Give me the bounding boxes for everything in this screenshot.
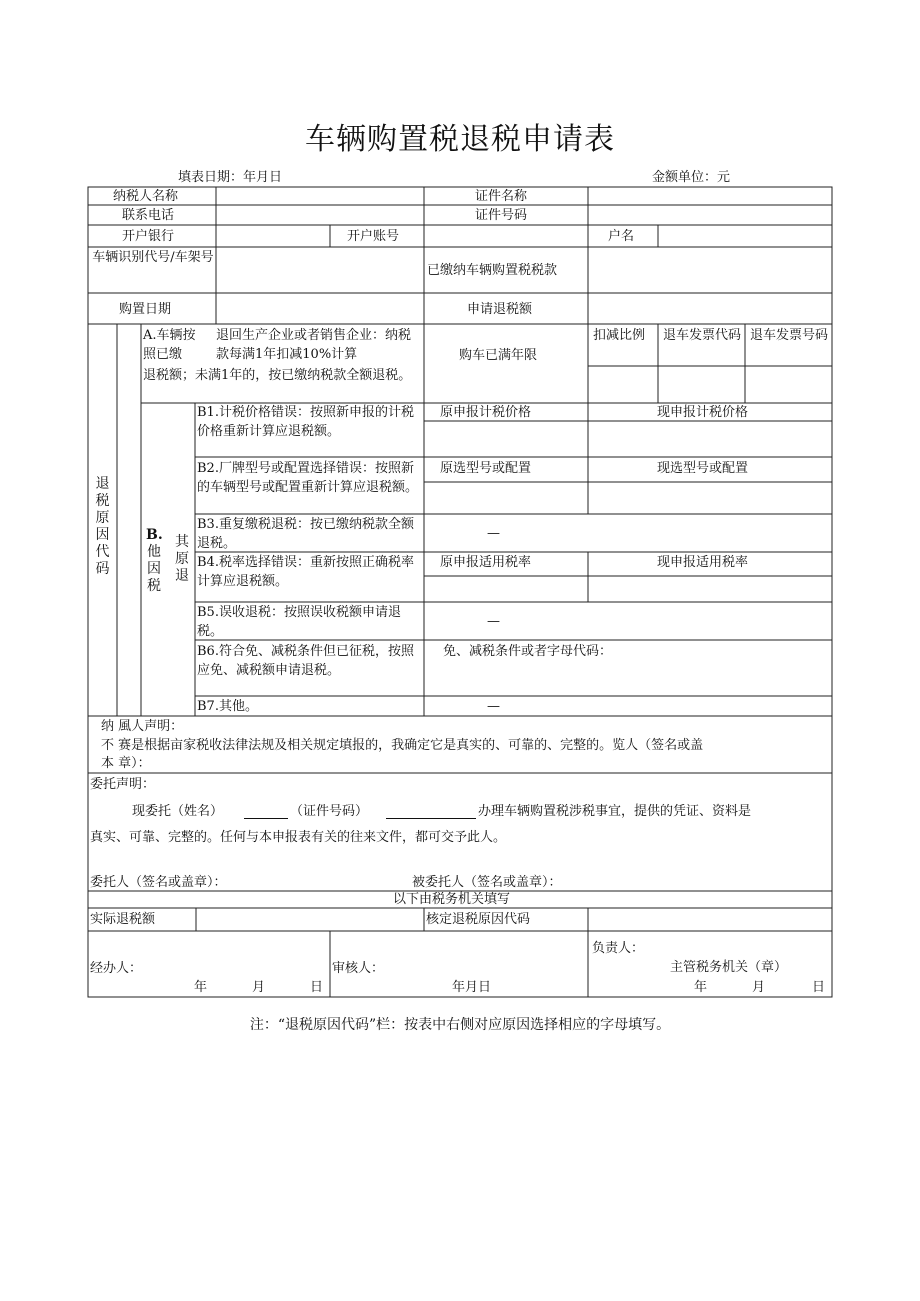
principal-signature: 委托人（签名或盖章）： [90,875,227,890]
reason-b-label: B. [146,527,163,543]
label-approved-code: 核定退税原因代码 [426,912,531,927]
fill-date: 填表日期：年月日 [178,170,283,185]
entrust-statement: 真实、可靠、完整的。任何与本申报表有关的往来文件，都可交予此人。 [90,830,507,845]
agent-signature: 被委托人（签名或盖章）： [412,875,562,890]
b3-dash: — [487,526,500,541]
declaration-line1: 纳 風人声明： [101,719,184,734]
entrust-id-blank[interactable] [386,805,476,819]
b2-left: 原选型号或配置 [440,461,532,476]
label-account: 开户账号 [347,229,400,244]
reason-b4: B4.税率选择错误：重新按照正确税率计算应退税额。 [197,555,414,589]
reason-b6: B6.符合免、减税条件但已征税，按照应免、减税额申请退税。 [197,644,414,678]
reason-b-col2: 其原退 [175,534,189,584]
reason-b7: B7.其他。 [197,699,258,714]
entrust-label: 委托声明： [90,777,156,792]
label-taxpayer-name: 纳税人名称 [113,189,179,204]
label-refund-amount: 申请退税额 [467,302,533,317]
label-handler: 经办人： [90,961,143,976]
label-id-number: 证件号码 [475,208,528,223]
tax-authority-seal: 主管税务机关（章） [670,960,788,975]
chief-day: 日 [812,980,826,995]
reason-a-text: 退税额；未满1年的，按已缴纳税款全额退税。 [143,368,412,383]
label-vin: 车辆识别代号/车架号 [92,250,214,265]
reason-b1: B1.计税价格错误：按照新申报的计税价格重新计算应退税额。 [197,405,414,439]
handler-year: 年 [194,980,208,995]
b7-dash: — [487,699,500,714]
b5-dash: — [487,614,500,629]
label-actual-refund: 实际退税额 [90,912,156,927]
entrust-purpose: 办理车辆购置税涉税事宜，提供的凭证、资料是 [478,804,752,819]
label-chief: 负责人： [592,941,645,956]
reason-code-label: 退税原因代码 [95,476,110,577]
label-phone: 联系电话 [122,208,175,223]
declaration-line2: 不 赛是根据亩家税收法律法规及相关规定填报的，我确定它是真实的、可靠的、完整的。览人（签名或盖 [101,738,704,753]
col-invoice-no: 退车发票号码 [749,328,828,343]
reason-b5: B5.误收退税：按照误收税额申请退税。 [197,605,401,639]
b6-right: 免、减税条件或者字母代码： [443,644,613,659]
footnote: 注：“退税原因代码”栏：按表中右侧对应原因选择相应的字母填写。 [249,1017,671,1033]
chief-year: 年 [694,980,708,995]
label-id-type: 证件名称 [475,189,528,204]
b1-left: 原申报计税价格 [440,405,532,420]
entrust-id-label: （证件号码） [290,804,369,819]
label-paid-tax: 已缴纳车辆购置税税款 [427,263,558,278]
entrust-name-blank[interactable] [244,805,288,819]
reason-b-col1: 他因税 [147,544,161,594]
label-purchase-date: 购置日期 [119,302,172,317]
label-reviewer: 审核人： [332,961,385,976]
form-title: 车辆购置税退税申请表 [305,122,615,157]
entrust-name-label: 现委托（姓名） [132,804,224,819]
label-bank: 开户银行 [122,229,175,244]
col-ratio: 扣减比例 [593,328,646,343]
reviewer-date: 年月日 [452,980,492,995]
handler-day: 日 [310,980,324,995]
reason-b3: B3.重复缴税退税：按已缴纳税款全额退税。 [197,517,414,551]
b2-right: 现选型号或配置 [657,461,749,476]
label-account-name: 户名 [608,229,635,244]
reason-b2: B2.厂牌型号或配置选择错误：按照新的车辆型号或配置重新计算应退税额。 [197,461,419,495]
b4-left: 原申报适用税率 [440,555,532,570]
col-years: 购车已满年限 [459,348,538,363]
col-invoice-code: 退车发票代码 [662,328,741,343]
reason-a-head: 退回生产企业或者销售企业：纳税款每满1年扣减10%计算 [216,328,412,362]
reason-a-label: A.车辆按照已缴 [143,328,196,362]
b4-right: 现申报适用税率 [657,555,749,570]
office-header: 以下由税务机关填写 [393,892,511,907]
declaration-line3: 本 章）： [101,756,151,771]
chief-month: 月 [752,980,766,995]
b1-right: 现申报计税价格 [657,405,749,420]
amount-unit: 金额单位：元 [652,170,731,185]
handler-month: 月 [252,980,266,995]
